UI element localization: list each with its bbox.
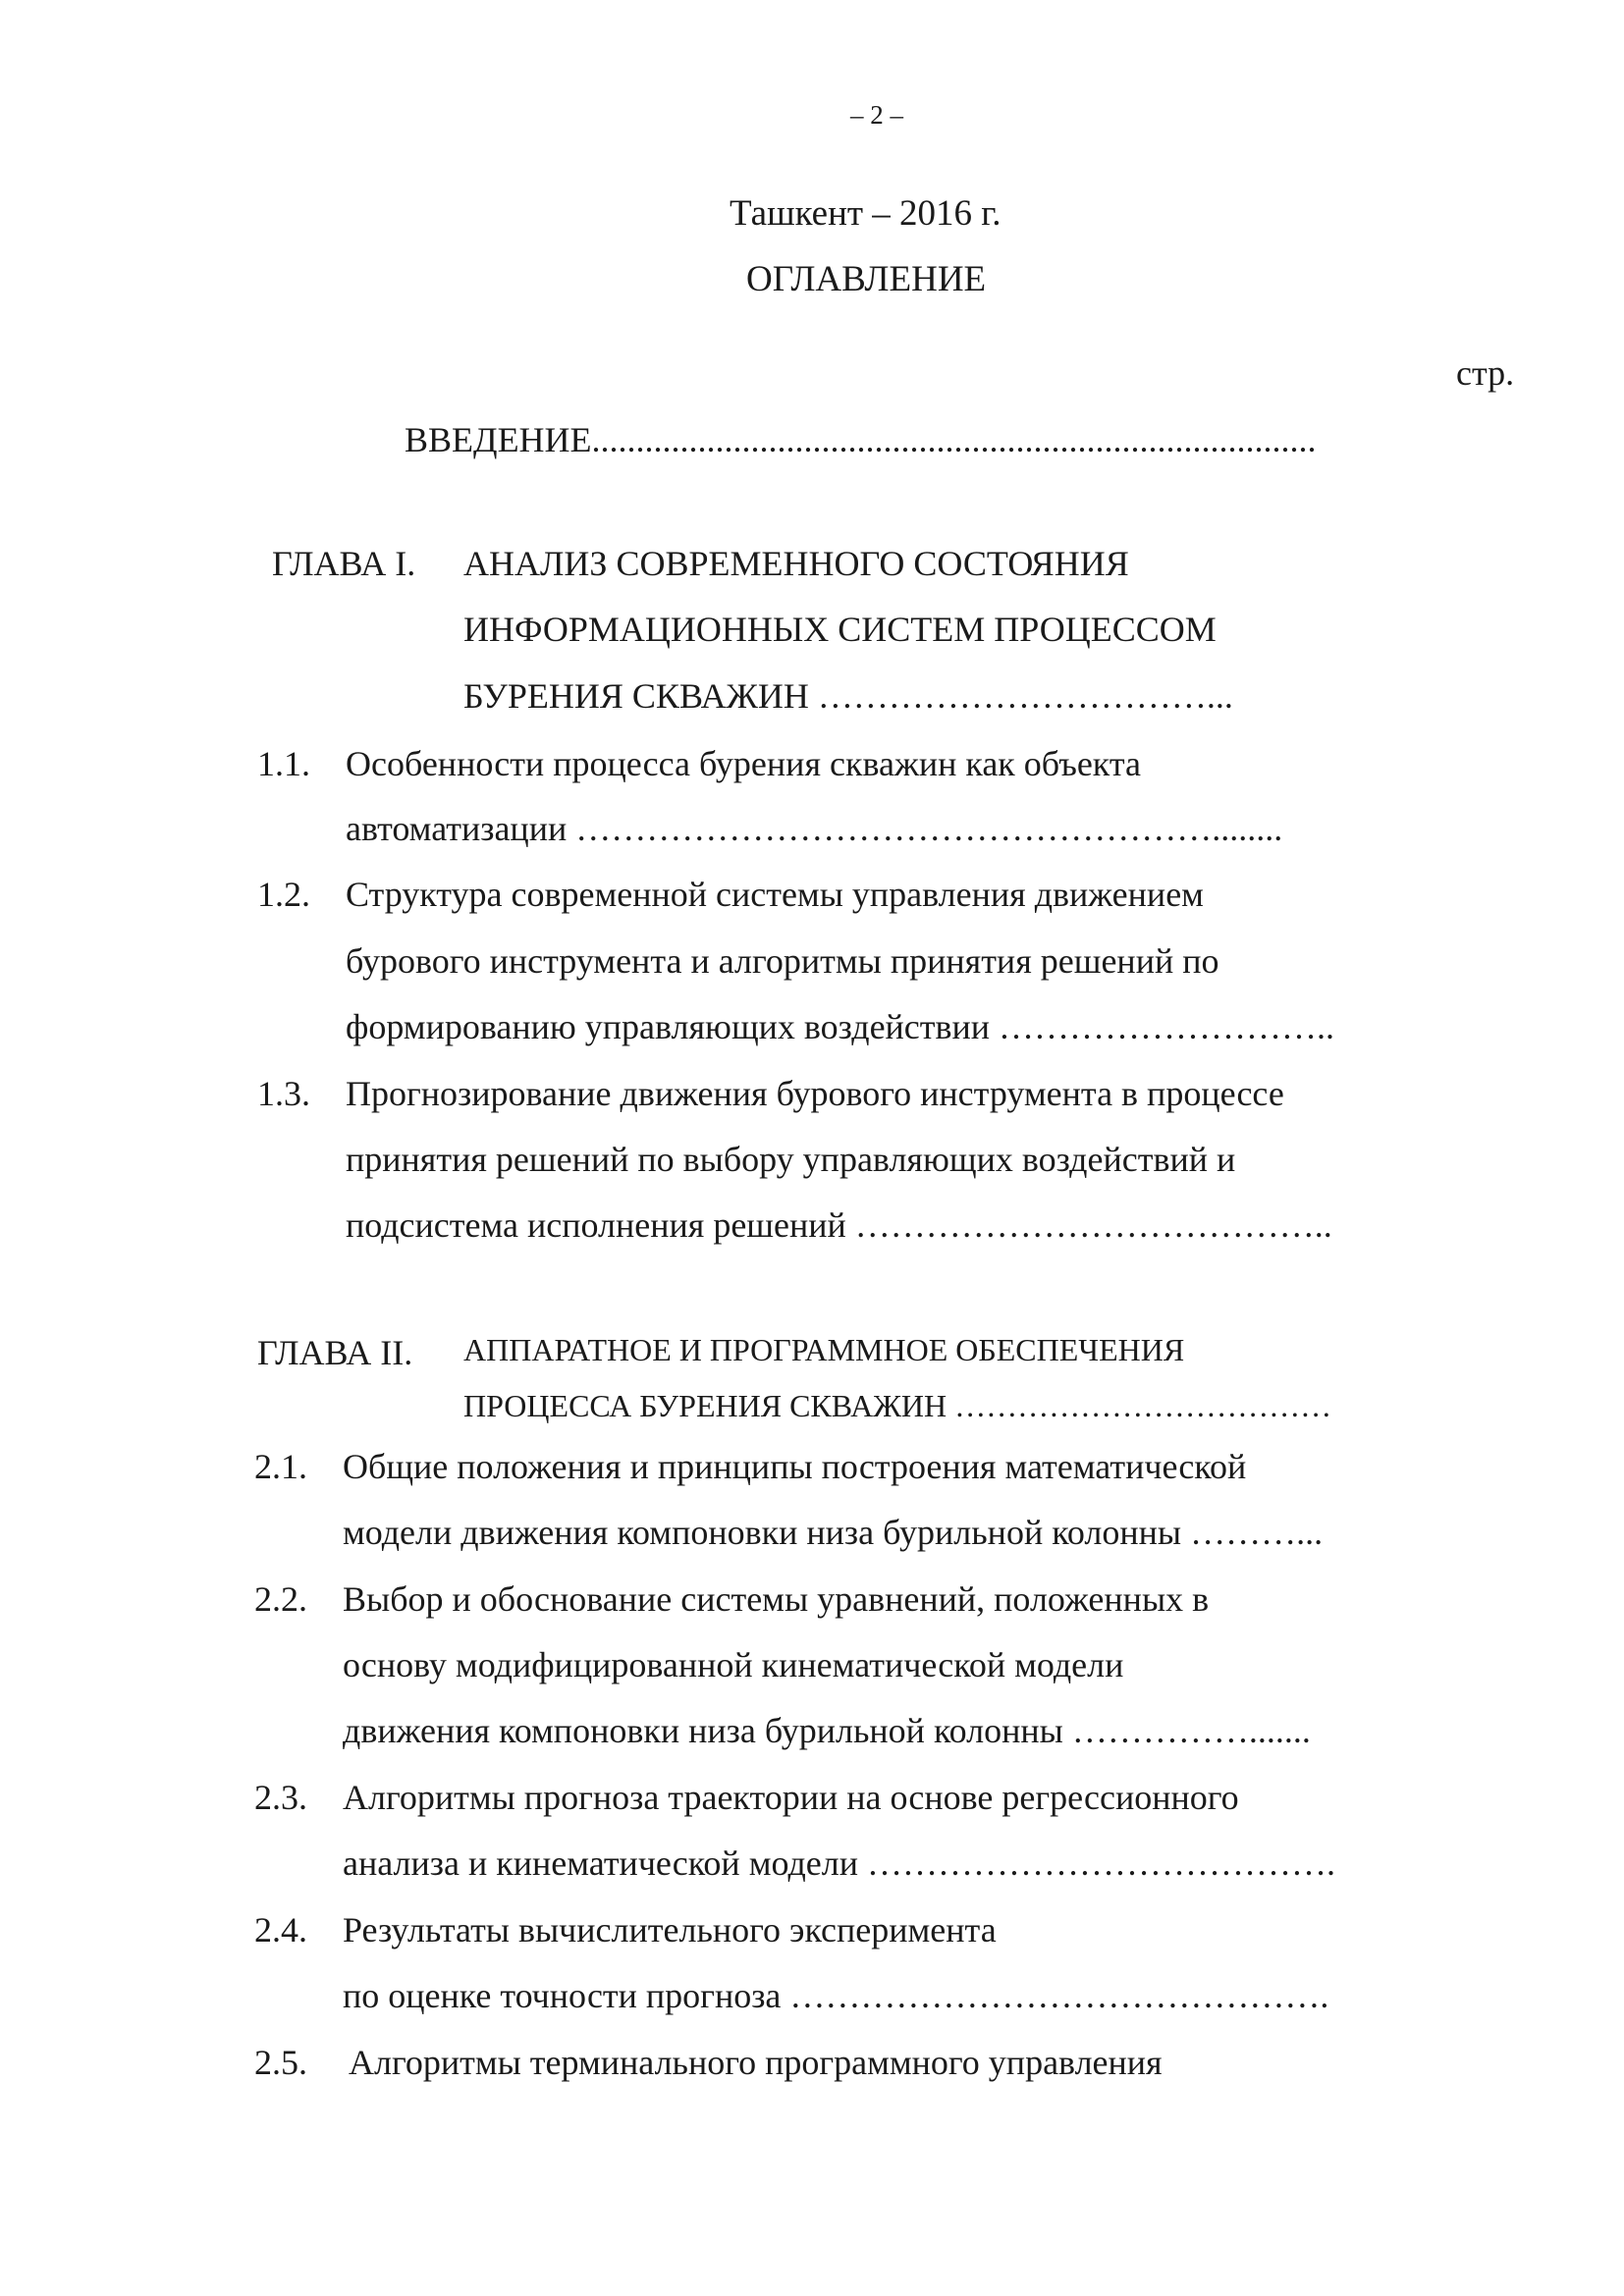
city-year: Ташкент – 2016 г. (730, 193, 1001, 234)
section-title-line[interactable]: Алгоритмы терминального программного управления (349, 2043, 1163, 2082)
section-title-line[interactable]: Прогнозирование движения бурового инструмента в процессе (346, 1074, 1284, 1113)
dot-leader: .................................................................................. (591, 420, 1317, 459)
section-title-line[interactable]: основу модифицированной кинематической модели (343, 1645, 1124, 1684)
section-title-line[interactable]: Структура современной системы управления движением (346, 875, 1204, 914)
section-number: 2.2. (254, 1579, 307, 1619)
toc-entry-label: ВВЕДЕНИЕ (405, 420, 592, 459)
section-title-line[interactable]: подсистема исполнения решений ………………………………….. (346, 1205, 1332, 1245)
section-title-line[interactable]: Результаты вычислительного эксперимента (343, 1910, 997, 1949)
section-number: 1.2. (257, 875, 310, 914)
section-number: 1.3. (257, 1074, 310, 1113)
section-title-line[interactable]: формированию управляющих воздействии ……………………….. (346, 1007, 1335, 1046)
section-title-line[interactable]: Алгоритмы прогноза траектории на основе регрессионного (343, 1778, 1239, 1817)
section-number: 2.3. (254, 1778, 307, 1817)
page-number: – 2 – (850, 100, 903, 130)
page-column-label: стр. (1456, 353, 1515, 393)
chapter-title-line[interactable]: ПРОЦЕССА БУРЕНИЯ СКВАЖИН ……………………………… (463, 1388, 1332, 1423)
chapter-title-line[interactable]: АНАЛИЗ СОВРЕМЕННОГО СОСТОЯНИЯ (463, 544, 1129, 583)
section-title-line[interactable]: Общие положения и принципы построения математической (343, 1447, 1247, 1486)
section-title-line[interactable]: анализа и кинематической модели …………………………………. (343, 1843, 1335, 1883)
section-number: 2.4. (254, 1910, 307, 1949)
chapter-label: ГЛАВА II. (257, 1333, 413, 1372)
chapter-title-line[interactable]: АППАРАТНОЕ И ПРОГРАММНОЕ ОБЕСПЕЧЕНИЯ (463, 1332, 1185, 1367)
section-title-line[interactable]: автоматизации ………………………………………………........ (346, 809, 1283, 848)
section-title-line[interactable]: по оценке точности прогноза ………………………………………. (343, 1976, 1329, 2015)
page-title: ОГЛАВЛЕНИЕ (746, 259, 987, 299)
section-title-line[interactable]: движения компоновки низа бурильной колонны ……………....... (343, 1711, 1311, 1750)
toc-entry-introduction[interactable] (405, 419, 1317, 460)
section-number: 1.1. (257, 744, 310, 783)
chapter-label: ГЛАВА I. (272, 544, 416, 583)
section-title-line[interactable]: бурового инструмента и алгоритмы принятия решений по (346, 941, 1219, 981)
section-number: 2.1. (254, 1447, 307, 1486)
chapter-title-line[interactable]: ИНФОРМАЦИОННЫХ СИСТЕМ ПРОЦЕССОМ (463, 610, 1217, 649)
section-title-line[interactable]: Особенности процесса бурения скважин как объекта (346, 744, 1141, 783)
section-title-line[interactable]: Выбор и обоснование системы уравнений, положенных в (343, 1579, 1210, 1619)
chapter-title-line[interactable]: БУРЕНИЯ СКВАЖИН ……………………………... (463, 676, 1233, 716)
section-title-line[interactable]: принятия решений по выбору управляющих воздействий и (346, 1140, 1236, 1179)
section-title-line[interactable]: модели движения компоновки низа бурильной колонны ………... (343, 1513, 1324, 1552)
section-number: 2.5. (254, 2043, 307, 2082)
